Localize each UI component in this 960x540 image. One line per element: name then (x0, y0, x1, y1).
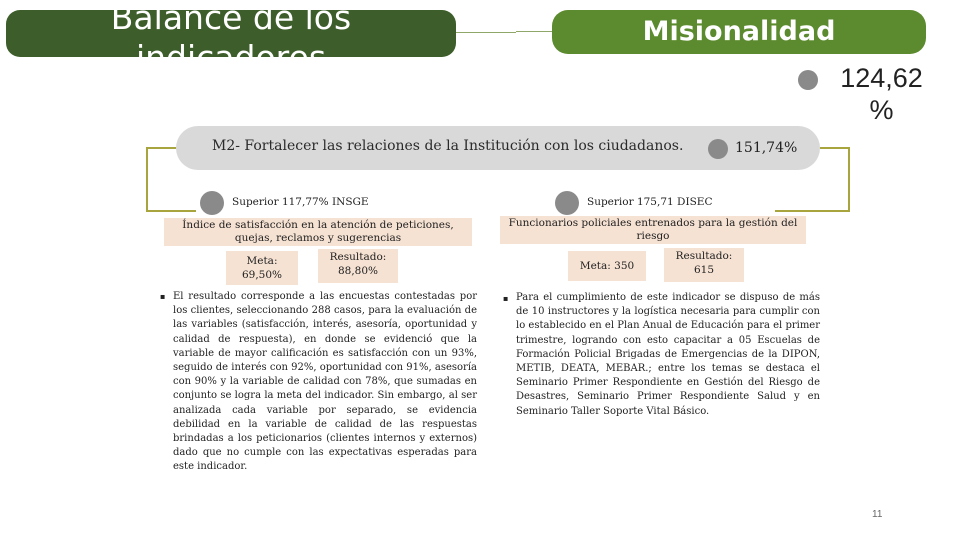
overall-value-percent: % (869, 95, 894, 125)
page-number: 11 (872, 509, 883, 520)
objective-label: M2- Fortalecer las relaciones de la Institución con los ciudadanos. (212, 138, 684, 154)
indicator-2-name-box (500, 216, 806, 244)
indicator-1-meta-box (226, 251, 298, 285)
indicator-1-description: El resultado corresponde a las encuestas contestadas por los clientes, seleccionando 288 casos, para la evaluación de las variables (satisfacción, interés, asesoría, oportunidad y calidad de respuesta), en donde se evidenció que la variable de mayor calificación es satisfacción con un 93%, seguido de interés con 92%, oportunidad con 91%, asesoría con 90% y la variable de calidad con 78%, que sumadas en conjunto se logra la meta del indicador. Sin embargo, al ser analizada cada variable por separado, se evidencia debilidad en la variable de calidad de las respuestas brindadas a los peticionarios (clientes internos y externos) dado que no cumple con las expectativas esperadas para este indicador. (173, 291, 477, 473)
indicator-2-name: Funcionarios policiales entrenados para la gestión del riesgo (508, 217, 798, 242)
indicator-2-result-label: Resultado: (675, 250, 733, 262)
indicator-1-result-label: Resultado: (329, 251, 387, 263)
indicator-2-description: Para el cumplimiento de este indicador se dispuso de más de 10 instructores y la logística necesaria para cumplir con lo establecido en el Plan Anual de Educación para el primer trimestre, logrando con esto capacitar a 05 Escuelas de Formación Policial Brigadas de Emergencias de la DIPON, METIB, DEATA, MEBAR.; entre los temas se destaca el Seminario Primer Respondiente en Gestión del Riesgo de Desastres, Seminario Primer Respondiente Salud y en Seminario Taller Soporte Vital Básico. (516, 292, 820, 417)
indicator-1-name: Índice de satisfacción en la atención de peticiones, quejas, reclamos y sugerencias (182, 219, 454, 244)
indicator-1-meta-value: 69,50% (241, 269, 283, 281)
bracket-left-top (146, 147, 176, 149)
status-dot (798, 70, 818, 90)
overall-value (834, 62, 929, 126)
title-banner (6, 0, 456, 77)
bracket-right-vertical (848, 147, 850, 211)
indicator-1-name-box (164, 218, 472, 246)
indicator-1-status-dot (200, 191, 224, 215)
indicator-1-result-box (318, 249, 398, 283)
page-title-line-2: indicadores (135, 38, 327, 77)
indicator-2-meta-label: Meta: 350 (579, 260, 635, 272)
indicator-2-result-box (664, 248, 744, 282)
bracket-left-vertical (146, 147, 148, 211)
indicator-2-status: Superior 175,71 DISEC (587, 196, 713, 208)
overall-value-number: 124,62 (840, 63, 923, 93)
bullet-icon: ▪ (160, 292, 166, 301)
page-title-line-1: Balance de los (110, 0, 352, 37)
bracket-right-bottom (775, 210, 850, 212)
indicator-2-meta-box (568, 251, 646, 281)
page-title (6, 0, 456, 78)
section-label: Misionalidad (552, 10, 926, 54)
indicator-1-status: Superior 117,77% INSGE (232, 196, 369, 208)
bracket-left-bottom (146, 210, 196, 212)
indicator-2-status-dot (555, 191, 579, 215)
header-connector-2 (516, 31, 552, 32)
indicator-1-meta-label: Meta: (246, 255, 278, 267)
bracket-right-top (820, 147, 850, 149)
objective-value: 151,74% (735, 140, 798, 156)
objective-status-dot (708, 139, 728, 159)
bullet-icon: ▪ (503, 294, 509, 303)
header-connector (456, 32, 516, 33)
indicator-1-result-value: 88,80% (337, 265, 379, 277)
indicator-2-result-value: 615 (693, 264, 715, 276)
